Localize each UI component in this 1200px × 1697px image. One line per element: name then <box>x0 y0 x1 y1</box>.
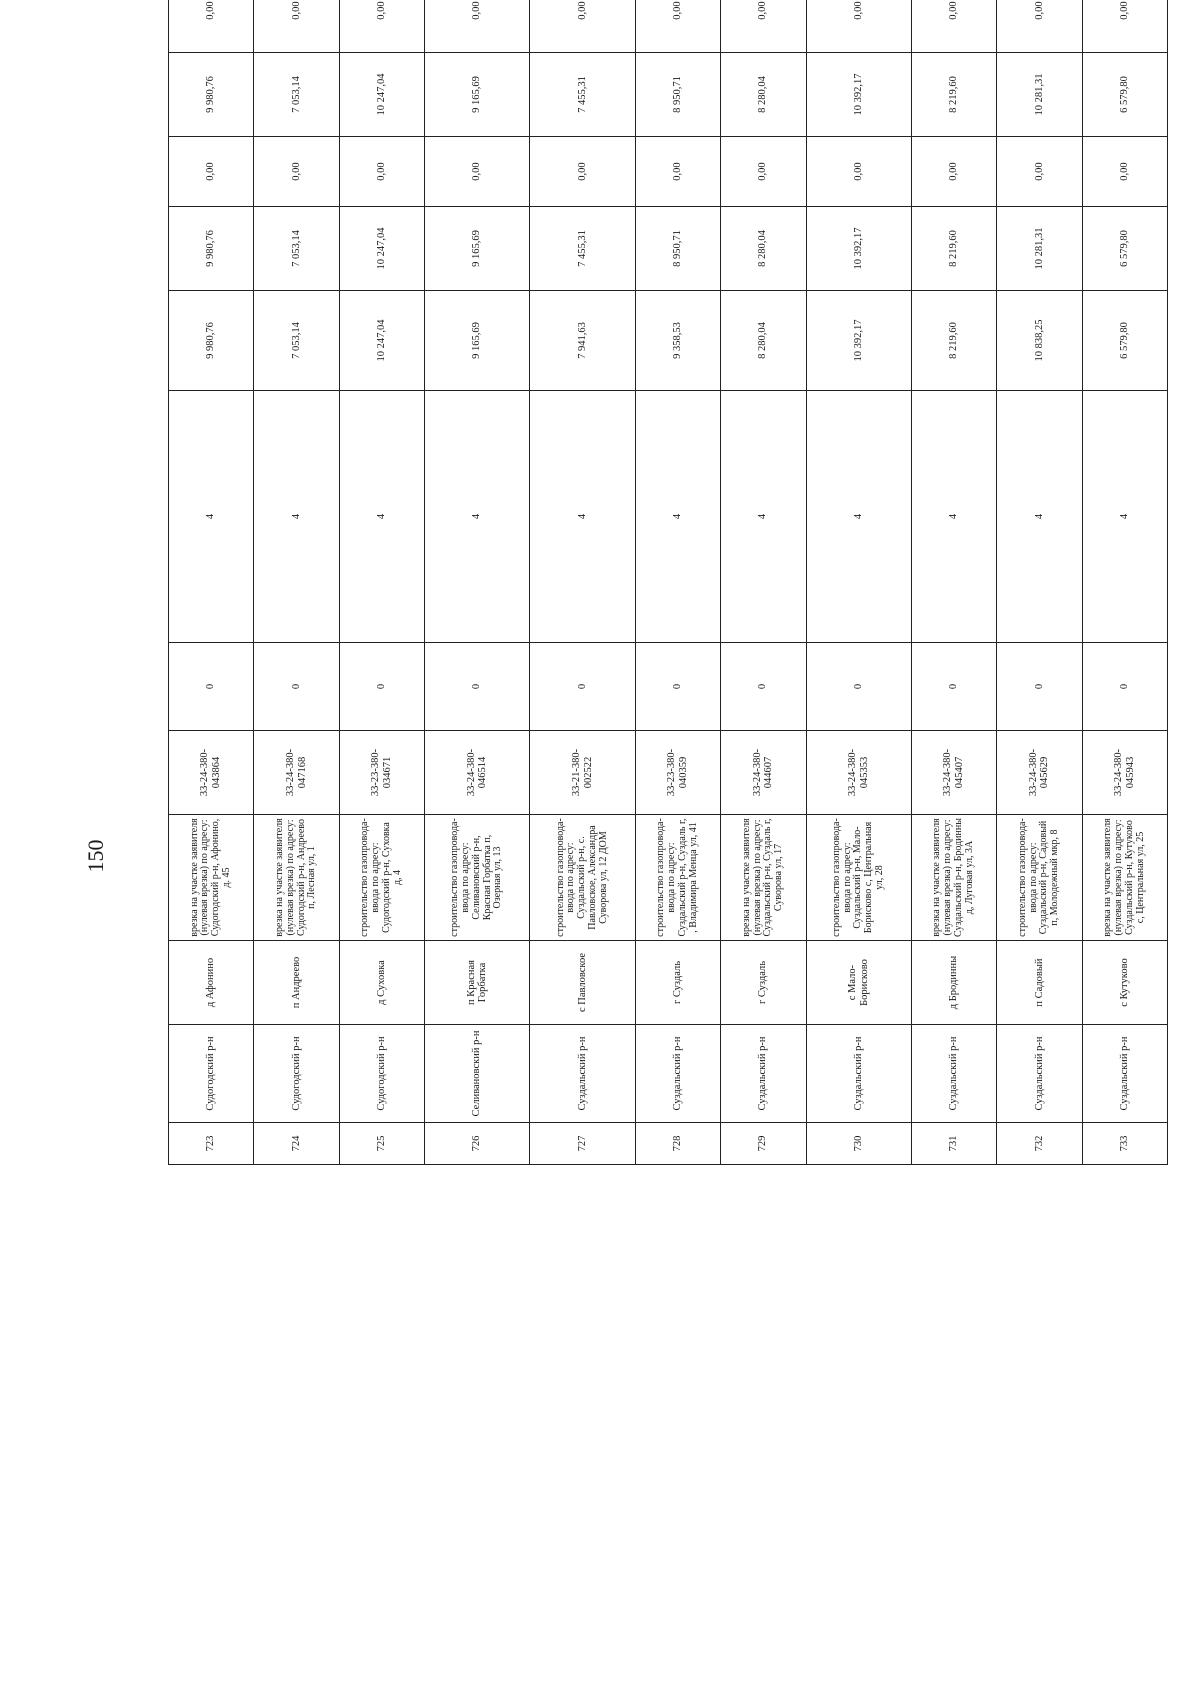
table-row <box>254 0 339 1165</box>
page-number: 150 <box>83 839 108 873</box>
amount-5-cell: 0,00 <box>721 0 806 53</box>
amount-3-cell: 0,00 <box>806 137 911 207</box>
work-description-cell: строительство газопровода-ввода по адресу: Селивановский р-н, Красная Горбатка п, Озерная ул, 13 <box>425 815 530 941</box>
settlement-cell: п Андреево <box>254 941 339 1025</box>
amount-3-cell: 0,00 <box>635 137 720 207</box>
application-code-cell: 33-24-380-045407 <box>911 731 996 815</box>
category-cell: 4 <box>806 391 911 643</box>
district-cell: Селивановский р-н <box>425 1025 530 1123</box>
gas-connection-table <box>168 0 1168 1165</box>
amount-1-cell: 10 247,04 <box>339 291 424 391</box>
settlement-cell: д Суховка <box>339 941 424 1025</box>
application-code-cell: 33-23-380-040359 <box>635 731 720 815</box>
category-cell: 4 <box>1082 391 1167 643</box>
district-cell: Суздальский р-н <box>721 1025 806 1123</box>
amount-2-cell: 6 579,80 <box>1082 207 1167 291</box>
category-cell: 4 <box>425 391 530 643</box>
row-number-cell: 726 <box>425 1123 530 1165</box>
application-code-cell: 33-24-380-044607 <box>721 731 806 815</box>
amount-4-cell: 8 950,71 <box>635 53 720 137</box>
amount-1-cell: 10 838,25 <box>997 291 1082 391</box>
district-cell: Суздальский р-н <box>530 1025 635 1123</box>
row-number-cell: 729 <box>721 1123 806 1165</box>
amount-2-cell: 10 247,04 <box>339 207 424 291</box>
amount-5-cell: 0,00 <box>806 0 911 53</box>
settlement-cell: п Садовый <box>997 941 1082 1025</box>
row-number-cell: 733 <box>1082 1123 1167 1165</box>
amount-3-cell: 0,00 <box>254 137 339 207</box>
row-number-cell: 730 <box>806 1123 911 1165</box>
amount-4-cell: 6 579,80 <box>1082 53 1167 137</box>
zero-cell: 0 <box>721 643 806 731</box>
table-row <box>806 0 911 1165</box>
amount-1-cell: 7 053,14 <box>254 291 339 391</box>
settlement-cell: п Красная Горбатка <box>425 941 530 1025</box>
settlement-cell: с Мало-Борисково <box>806 941 911 1025</box>
district-cell: Суздальский р-н <box>911 1025 996 1123</box>
amount-3-cell: 0,00 <box>911 137 996 207</box>
amount-5-cell: 0,00 <box>425 0 530 53</box>
district-cell: Суздальский р-н <box>635 1025 720 1123</box>
settlement-cell: г Суздаль <box>635 941 720 1025</box>
zero-cell: 0 <box>254 643 339 731</box>
amount-2-cell: 8 950,71 <box>635 207 720 291</box>
category-cell: 4 <box>997 391 1082 643</box>
amount-3-cell: 0,00 <box>339 137 424 207</box>
table-row <box>339 0 424 1165</box>
category-cell: 4 <box>530 391 635 643</box>
table-row <box>530 0 635 1165</box>
district-cell: Судогодский р-н <box>254 1025 339 1123</box>
district-cell: Суздальский р-н <box>1082 1025 1167 1123</box>
zero-cell: 0 <box>425 643 530 731</box>
row-number-cell: 728 <box>635 1123 720 1165</box>
amount-4-cell: 10 247,04 <box>339 53 424 137</box>
district-cell: Судогодский р-н <box>169 1025 254 1123</box>
application-code-cell: 33-24-380-045629 <box>997 731 1082 815</box>
amount-5-cell: 0,00 <box>911 0 996 53</box>
amount-1-cell: 9 165,69 <box>425 291 530 391</box>
settlement-cell: с Павловское <box>530 941 635 1025</box>
amount-5-cell: 0,00 <box>635 0 720 53</box>
amount-3-cell: 0,00 <box>530 137 635 207</box>
category-cell: 4 <box>721 391 806 643</box>
amount-5-cell: 0,00 <box>997 0 1082 53</box>
amount-5-cell: 0,00 <box>339 0 424 53</box>
row-number-cell: 725 <box>339 1123 424 1165</box>
table-row <box>997 0 1082 1165</box>
settlement-cell: д Бродинны <box>911 941 996 1025</box>
rotated-table-container <box>168 1 1168 1165</box>
amount-3-cell: 0,00 <box>997 137 1082 207</box>
amount-2-cell: 10 392,17 <box>806 207 911 291</box>
amount-4-cell: 7 455,31 <box>530 53 635 137</box>
amount-4-cell: 10 392,17 <box>806 53 911 137</box>
zero-cell: 0 <box>530 643 635 731</box>
work-description-cell: строительство газопровода-ввода по адресу: Суздальский р-н, Суздаль г, , Владимира Менца ул, 41 <box>635 815 720 941</box>
amount-2-cell: 9 980,76 <box>169 207 254 291</box>
amount-5-cell: 0,00 <box>169 0 254 53</box>
application-code-cell: 33-24-380-043864 <box>169 731 254 815</box>
work-description-cell: врезка на участке заявителя (нулевая врезка) по адресу: Судогодский р-н, Афонино, д. 45 <box>169 815 254 941</box>
amount-1-cell: 8 219,60 <box>911 291 996 391</box>
row-number-cell: 732 <box>997 1123 1082 1165</box>
amount-1-cell: 6 579,80 <box>1082 291 1167 391</box>
amount-1-cell: 7 941,63 <box>530 291 635 391</box>
amount-3-cell: 0,00 <box>1082 137 1167 207</box>
table-body <box>169 0 1168 1165</box>
table-row <box>635 0 720 1165</box>
amount-1-cell: 8 280,04 <box>721 291 806 391</box>
zero-cell: 0 <box>806 643 911 731</box>
amount-2-cell: 10 281,31 <box>997 207 1082 291</box>
category-cell: 4 <box>635 391 720 643</box>
amount-3-cell: 0,00 <box>425 137 530 207</box>
amount-3-cell: 0,00 <box>169 137 254 207</box>
table-row <box>425 0 530 1165</box>
work-description-cell: строительство газопровода-ввода по адресу: Суздальский р-н, Садовый п, Молодежный мкр, 8 <box>997 815 1082 941</box>
zero-cell: 0 <box>339 643 424 731</box>
amount-1-cell: 9 358,53 <box>635 291 720 391</box>
amount-4-cell: 7 053,14 <box>254 53 339 137</box>
settlement-cell: г Суздаль <box>721 941 806 1025</box>
district-cell: Суздальский р-н <box>806 1025 911 1123</box>
zero-cell: 0 <box>169 643 254 731</box>
work-description-cell: врезка на участке заявителя (нулевая врезка) по адресу: Суздальский р-н, Суздаль г, Суворова ул, 17 <box>721 815 806 941</box>
settlement-cell: с Кутуково <box>1082 941 1167 1025</box>
amount-2-cell: 8 280,04 <box>721 207 806 291</box>
zero-cell: 0 <box>911 643 996 731</box>
amount-2-cell: 7 455,31 <box>530 207 635 291</box>
work-description-cell: строительство газопровода-ввода по адресу: Суздальский р-н, с. Павловское, Александра Суворова ул, 12 ДОМ <box>530 815 635 941</box>
amount-5-cell: 0,00 <box>254 0 339 53</box>
table-row <box>721 0 806 1165</box>
table-row <box>911 0 996 1165</box>
zero-cell: 0 <box>997 643 1082 731</box>
amount-4-cell: 8 280,04 <box>721 53 806 137</box>
category-cell: 4 <box>169 391 254 643</box>
work-description-cell: врезка на участке заявителя (нулевая врезка) по адресу: Суздальский р-н, Кутуково с, Центральная ул, 25 <box>1082 815 1167 941</box>
district-cell: Судогодский р-н <box>339 1025 424 1123</box>
row-number-cell: 727 <box>530 1123 635 1165</box>
amount-3-cell: 0,00 <box>721 137 806 207</box>
row-number-cell: 723 <box>169 1123 254 1165</box>
row-number-cell: 724 <box>254 1123 339 1165</box>
amount-2-cell: 9 165,69 <box>425 207 530 291</box>
amount-4-cell: 8 219,60 <box>911 53 996 137</box>
work-description-cell: врезка на участке заявителя (нулевая врезка) по адресу: Судогодский р-н, Андреево п, Лесная ул, 1 <box>254 815 339 941</box>
zero-cell: 0 <box>1082 643 1167 731</box>
work-description-cell: строительство газопровода-ввода по адресу: Судогодский р-н, Суховка д, 4 <box>339 815 424 941</box>
table-row <box>1082 0 1167 1165</box>
table-row <box>169 0 254 1165</box>
zero-cell: 0 <box>635 643 720 731</box>
category-cell: 4 <box>911 391 996 643</box>
amount-1-cell: 9 980,76 <box>169 291 254 391</box>
amount-1-cell: 10 392,17 <box>806 291 911 391</box>
amount-2-cell: 8 219,60 <box>911 207 996 291</box>
application-code-cell: 33-21-380-002522 <box>530 731 635 815</box>
category-cell: 4 <box>339 391 424 643</box>
application-code-cell: 33-23-380-034671 <box>339 731 424 815</box>
application-code-cell: 33-24-380-045353 <box>806 731 911 815</box>
amount-4-cell: 10 281,31 <box>997 53 1082 137</box>
settlement-cell: д Афонино <box>169 941 254 1025</box>
district-cell: Суздальский р-н <box>997 1025 1082 1123</box>
application-code-cell: 33-24-380-047168 <box>254 731 339 815</box>
application-code-cell: 33-24-380-045943 <box>1082 731 1167 815</box>
work-description-cell: врезка на участке заявителя (нулевая врезка) по адресу: Суздальский р-н, Бродинны д, Луговая ул, 3А <box>911 815 996 941</box>
work-description-cell: строительство газопровода-ввода по адресу: Суздальский р-н, Мало-Борисково с, Центральная ул, 28 <box>806 815 911 941</box>
amount-5-cell: 0,00 <box>530 0 635 53</box>
amount-5-cell: 0,00 <box>1082 0 1167 53</box>
row-number-cell: 731 <box>911 1123 996 1165</box>
amount-2-cell: 7 053,14 <box>254 207 339 291</box>
application-code-cell: 33-24-380-046514 <box>425 731 530 815</box>
amount-4-cell: 9 980,76 <box>169 53 254 137</box>
category-cell: 4 <box>254 391 339 643</box>
amount-4-cell: 9 165,69 <box>425 53 530 137</box>
